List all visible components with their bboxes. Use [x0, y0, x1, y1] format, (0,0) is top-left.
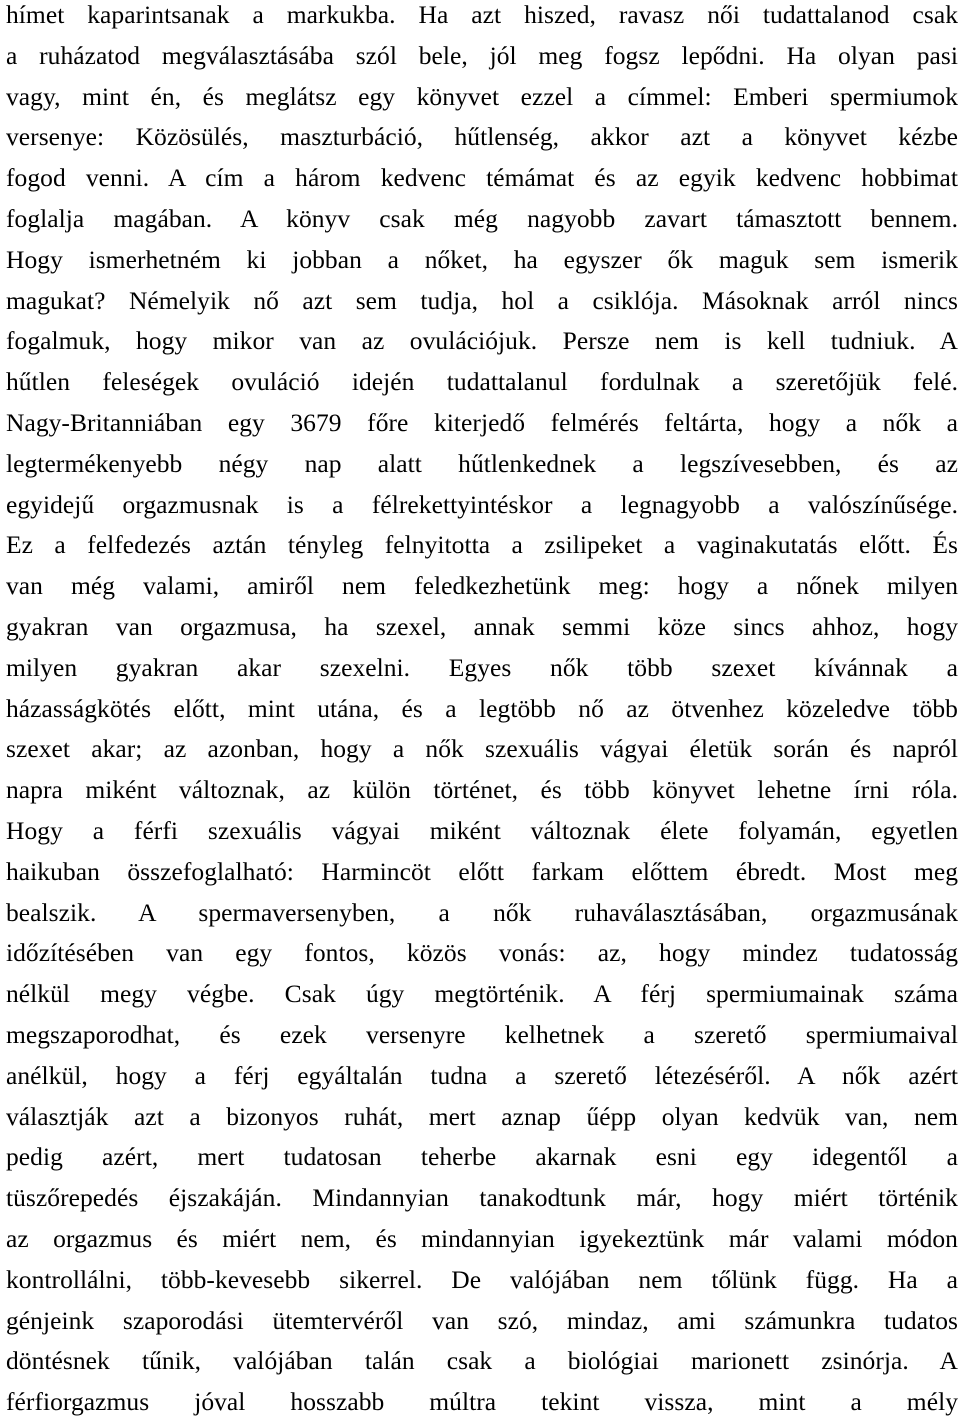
text-line: napra miként változnak, az külön történet, és több könyvet lehetne írni róla.	[6, 775, 958, 805]
text-line: Ez a felfedezés aztán tényleg felnyitotta a zsilipeket a vaginakutatás előtt. És	[6, 530, 958, 560]
text-line: versenye: Közösülés, maszturbáció, hűtlenség, akkor azt a könyvet kézbe	[6, 122, 958, 152]
text-line: van még valami, amiről nem feledkezhetünk meg: hogy a nőnek milyen	[6, 571, 958, 601]
text-line: magukat? Némelyik nő azt sem tudja, hol a csiklója. Másoknak arról nincs	[6, 285, 958, 315]
text-line: anélkül, hogy a férj egyáltalán tudna a szerető létezéséről. A nők azért	[6, 1060, 958, 1090]
text-line: férfiorgazmus jóval hosszabb múltra tekint vissza, mint a mély	[6, 1387, 958, 1417]
document-page	[6, 0, 958, 1423]
text-line: a ruházatod megválasztásába szól bele, jól meg fogsz lepődni. Ha olyan pasi	[6, 40, 958, 70]
text-line: gyakran van orgazmusa, ha szexel, annak semmi köze sincs ahhoz, hogy	[6, 611, 958, 641]
text-line: döntésnek tűnik, valójában talán csak a biológiai marionett zsinórja. A	[6, 1346, 958, 1376]
text-line: Hogy ismerhetném ki jobban a nőket, ha egyszer ők maguk sem ismerik	[6, 244, 958, 274]
text-line: milyen gyakran akar szexelni. Egyes nők több szexet kívánnak a	[6, 652, 958, 682]
text-line: házasságkötés előtt, mint utána, és a legtöbb nő az ötvenhez közeledve több	[6, 693, 958, 723]
text-line: időzítésében van egy fontos, közös vonás: az, hogy mindez tudatosság	[6, 938, 958, 968]
text-line: pedig azért, mert tudatosan teherbe akarnak esni egy idegentől a	[6, 1142, 958, 1172]
text-line: Hogy a férfi szexuális vágyai miként változnak élete folyamán, egyetlen	[6, 815, 958, 845]
text-line: legtermékenyebb négy nap alatt hűtlenkednek a legszívesebben, és az	[6, 448, 958, 478]
text-line: tüszőrepedés éjszakáján. Mindannyian tanakodtunk már, hogy miért történik	[6, 1183, 958, 1213]
text-line: az orgazmus és miért nem, és mindannyian igyekeztünk már valami módon	[6, 1223, 958, 1253]
text-line: fogod venni. A cím a három kedvenc témámat és az egyik kedvenc hobbimat	[6, 163, 958, 193]
text-line: kontrollálni, több-kevesebb sikerrel. De valójában nem tőlünk függ. Ha a	[6, 1264, 958, 1294]
text-line: hímet kaparintsanak a markukba. Ha azt hiszed, ravasz női tudattalanod csak	[6, 0, 958, 29]
text-line: Nagy-Britanniában egy 3679 főre kiterjedő felmérés feltárta, hogy a nők a	[6, 407, 958, 437]
text-line: nélkül megy végbe. Csak úgy megtörténik. A férj spermiumainak száma	[6, 979, 958, 1009]
text-line: vagy, mint én, és meglátsz egy könyvet ezzel a címmel: Emberi spermiumok	[6, 81, 958, 111]
text-line: szexet akar; az azonban, hogy a nők szexuális vágyai életük során és napról	[6, 734, 958, 764]
text-line: génjeink szaporodási ütemtervéről van szó, mindaz, ami számunkra tudatos	[6, 1305, 958, 1335]
text-line: haikuban összefoglalható: Harmincöt előtt farkam előttem ébredt. Most meg	[6, 856, 958, 886]
text-line: választják azt a bizonyos ruhát, mert aznap űépp olyan kedvük van, nem	[6, 1101, 958, 1131]
text-line: fogalmuk, hogy mikor van az ovulációjuk. Persze nem is kell tudniuk. A	[6, 326, 958, 356]
text-line: hűtlen feleségek ovuláció idején tudattalanul fordulnak a szeretőjük felé.	[6, 367, 958, 397]
text-line: megszaporodhat, és ezek versenyre kelhetnek a szerető spermiumaival	[6, 1019, 958, 1049]
text-line: foglalja magában. A könyv csak még nagyobb zavart támasztott bennem.	[6, 203, 958, 233]
text-line: egyidejű orgazmusnak is a félrekettyintéskor a legnagyobb a valószínűsége.	[6, 489, 958, 519]
text-line: bealszik. A spermaversenyben, a nők ruhaválasztásában, orgazmusának	[6, 897, 958, 927]
